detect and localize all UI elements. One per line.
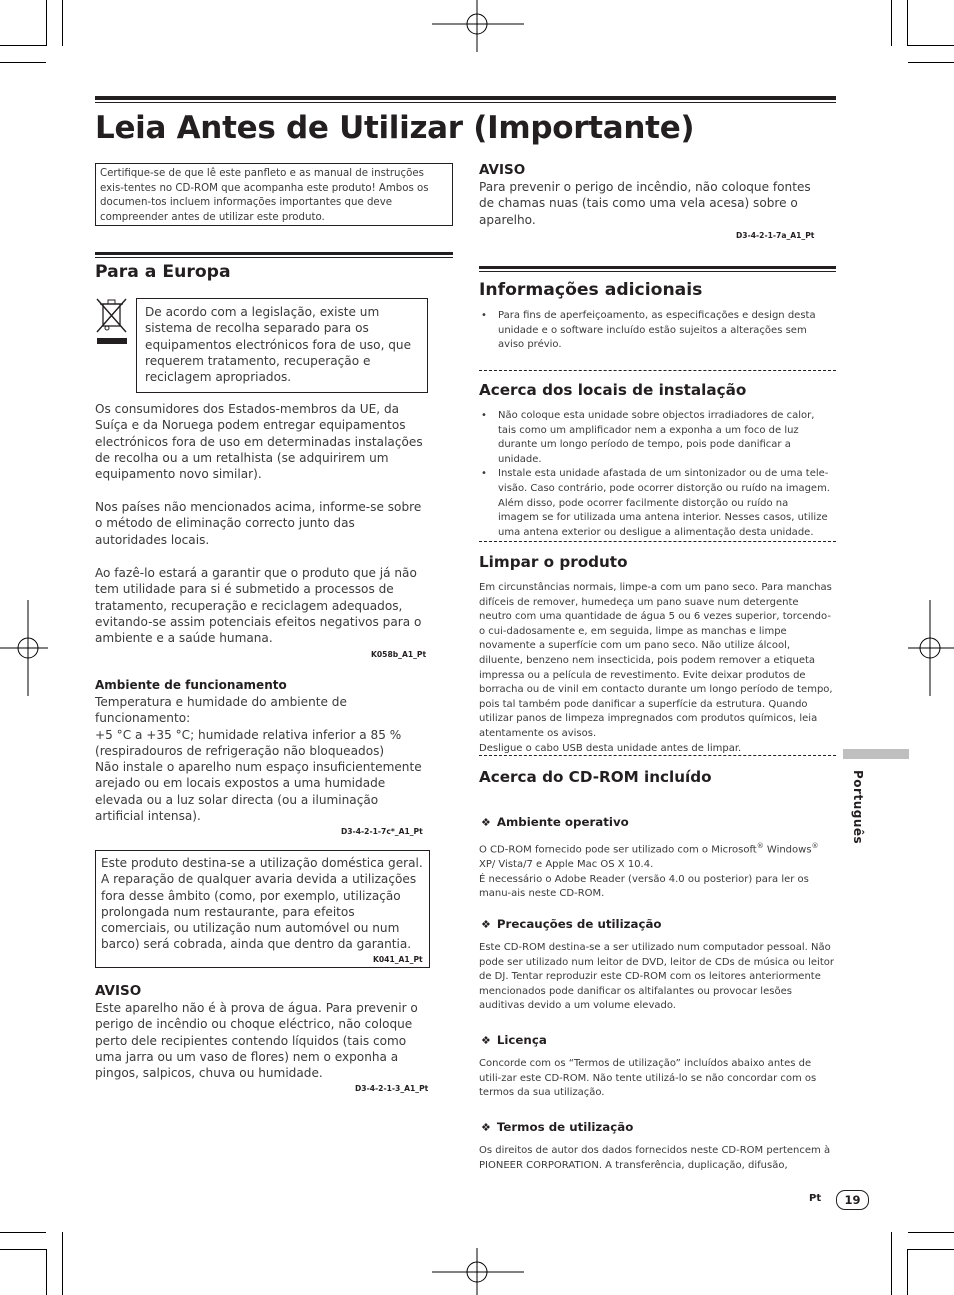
registration-mark-right-icon <box>904 600 954 700</box>
title-rule-thick <box>95 96 836 100</box>
list-item: • Instale esta unidade afastada de um sintonizador ou de uma tele-visão. Caso contrário, pode ocorrer distorção ou ruído na imagem. Além disso, pode ocorrer facilmente distorção ou ruído na imagem se for utilizada uma antena interior. Nesses casos, utilize uma antena exterior ou desligue a alimentação desta unidade. <box>479 467 831 540</box>
doc-code: D3-4-2-1-7a_A1_Pt <box>736 231 815 240</box>
language-tab-label: Português <box>851 770 865 845</box>
domestic-use-box <box>95 850 430 968</box>
europe-paragraph-2: Nos países não mencionados acima, informe-se sobre o método de eliminação correcto junto das autoridades locais. <box>95 500 422 547</box>
section-rule <box>95 252 453 255</box>
operating-env-heading: Ambiente de funcionamento <box>95 678 287 692</box>
dotted-divider <box>479 541 836 542</box>
doc-code: K058b_A1_Pt <box>371 650 427 659</box>
diamond-bullet-icon: ❖ <box>481 1121 491 1134</box>
cdrom-env-text: O CD-ROM fornecido pode ser utilizado com o Microsoft® Windows® XP/ Vista/7 e Apple Mac OS X 10.4. É necessário o Adobe Reader (versão 4.0 ou posterior) para ler os manu-ais neste CD-ROM. <box>479 842 819 900</box>
cleaning-text: Em circunstâncias normais, limpe-a com um pano seco. Para manchas difíceis de remover, humedeça um pano suave num detergente neutro com uma quantidade de água 5 ou 6 vezes superior, torcendo-o cui-dadosamente e, em seguida, limpe as manchas e limpe novamente a superfície com um pano seco. Não utilize álcool, diluente, benzeno nem insecticida, pois podem remover a etiqueta impressa ou a película de revestimento. Evite deixar produtos de borracha ou de vinil em contacto durante um longo período de tempo, pois tal também pode danificar a superfície da estrutura. Quando utilizar panos de limpeza impregnados com produtos químicos, leia atentamente os avisos. Desligue o cabo USB desta unidade antes de limpar. <box>479 582 833 754</box>
installation-list <box>479 409 831 540</box>
diamond-bullet-icon: ❖ <box>481 816 491 829</box>
cdrom-precautions-heading: ❖ Precauções de utilização <box>481 917 662 931</box>
europe-paragraph-1: Os consumidores dos Estados-membros da UE, da Suíça e da Noruega podem entregar equipamentos electrónicos fora de uso em determinadas instalações de recolha ou a um retalhista (se adquirirem um equipamento novo similar). <box>95 402 423 482</box>
aviso-right-heading: AVISO <box>479 162 526 178</box>
language-code: Pt <box>809 1193 822 1204</box>
europe-box-text: De acordo com a legislação, existe um sistema de recolha separado para os equipamentos electrónicos fora de uso, que requerem tratamento, recuperação e reciclagem apropriados. <box>145 305 412 385</box>
intro-box <box>95 163 453 226</box>
section-rule-thin <box>95 257 453 258</box>
page-number: 19 <box>836 1190 869 1210</box>
aviso-left-text: Este aparelho não é à prova de água. Para prevenir o perigo de incêndio ou choque eléctrico, não coloque perto dele recipientes contendo líquidos (tais como uma jarra ou um vaso de flores) nem o exponha a pingos, salpicos, chuva ou humidade. <box>95 1001 418 1081</box>
diamond-bullet-icon: ❖ <box>481 1034 491 1047</box>
registration-mark-top-icon <box>430 0 526 60</box>
installation-heading: Acerca dos locais de instalação <box>479 381 747 399</box>
additional-info-heading: Informações adicionais <box>479 280 703 300</box>
cdrom-terms-text: Os direitos de autor dos dados fornecidos neste CD-ROM pertencem à PIONEER CORPORATION. A transferência, duplicação, difusão, <box>479 1145 831 1171</box>
operating-env-text: Temperatura e humidade do ambiente de funcionamento: +5 °C a +35 °C; humidade relativa inferior a 85 % (respiradouros de refrigeração não bloqueados) Não instale o aparelho num espaço insuficientemente arejado ou em locais expostos a uma humidade elevada ou a luz solar directa (ou a iluminação artificial intensa). <box>95 695 422 824</box>
language-tab-bar <box>843 749 909 759</box>
cdrom-terms-heading: ❖ Termos de utilização <box>481 1120 634 1134</box>
cdrom-precautions-text: Este CD-ROM destina-se a ser utilizado num computador pessoal. Não pode ser utilizado num leitor de DVD, leitor de CDs de música ou leitor de DJ. Tentar reproduzir este CD-ROM com os leitores anteriormente mencionados pode danificar os altifalantes ou provocar lesões auditivas devido a um volume elevado. <box>479 942 834 1012</box>
aviso-right-text: Para prevenir o perigo de incêndio, não coloque fontes de chamas nuas (tais como uma vela acesa) sobre o aparelho. <box>479 180 811 227</box>
section-rule <box>479 266 836 269</box>
crossed-out-wheelie-bin-icon <box>96 298 128 348</box>
domestic-use-text: Este produto destina-se a utilização doméstica geral. A reparação de qualquer avaria devida a utilizações fora desse âmbito (como, por exemplo, utilização prolongada num restaurante, para efeitos comerciais, ou utilização num automóvel ou num barco) será cobrada, ainda que dentro da garantia. <box>101 856 423 952</box>
dotted-divider <box>479 755 836 756</box>
dotted-divider <box>479 370 836 371</box>
section-rule-thin <box>479 271 836 272</box>
doc-code: D3-4-2-1-7c*_A1_Pt <box>341 827 423 836</box>
additional-info-list <box>479 309 831 353</box>
page-title: Leia Antes de Utilizar (Importante) <box>95 110 695 146</box>
cdrom-license-text: Concorde com os “Termos de utilização” incluídos abaixo antes de utili-zar este CD-ROM. Não tente utilizá-lo se não concordar com os termos da sua utilização. <box>479 1058 817 1099</box>
aviso-left-heading: AVISO <box>95 983 142 999</box>
registration-mark-bottom-icon <box>430 1240 526 1295</box>
cdrom-env-heading: ❖ Ambiente operativo <box>481 815 629 829</box>
doc-code: D3-4-2-1-3_A1_Pt <box>355 1084 429 1093</box>
registration-mark-left-icon <box>0 600 50 700</box>
cdrom-heading: Acerca do CD-ROM incluído <box>479 768 712 786</box>
europe-paragraph-3: Ao fazê-lo estará a garantir que o produto que já não tem utilidade para si é submetido a processos de tratamento, recuperação e reciclagem adequados, evitando-se assim potenciais efeitos negativos para o ambiente e a saúde humana. <box>95 566 422 646</box>
europe-heading: Para a Europa <box>95 262 231 282</box>
cdrom-license-heading: ❖ Licença <box>481 1033 547 1047</box>
intro-box-text: Certifique-se de que lê este panfleto e as manual de instruções exis-tentes no CD-ROM que acompanha este produto! Ambos os documen-tos incluem informações importantes que deve compreender antes de utilizar este produto. <box>100 168 429 223</box>
cleaning-heading: Limpar o produto <box>479 553 628 571</box>
diamond-bullet-icon: ❖ <box>481 918 491 931</box>
list-item: • Não coloque esta unidade sobre objectos irradiadores de calor, tais como um amplificador nem a exponha a um foco de luz durante um longo período de tempo, pois pode danificar a unidade. <box>479 409 831 467</box>
europe-box <box>136 298 428 393</box>
list-item: • Para fins de aperfeiçoamento, as especificações e design desta unidade e o software incluído estão sujeitos a alterações sem aviso prévio. <box>479 309 831 353</box>
doc-code: K041_A1_Pt <box>373 955 423 964</box>
title-rule-thin <box>95 102 836 103</box>
